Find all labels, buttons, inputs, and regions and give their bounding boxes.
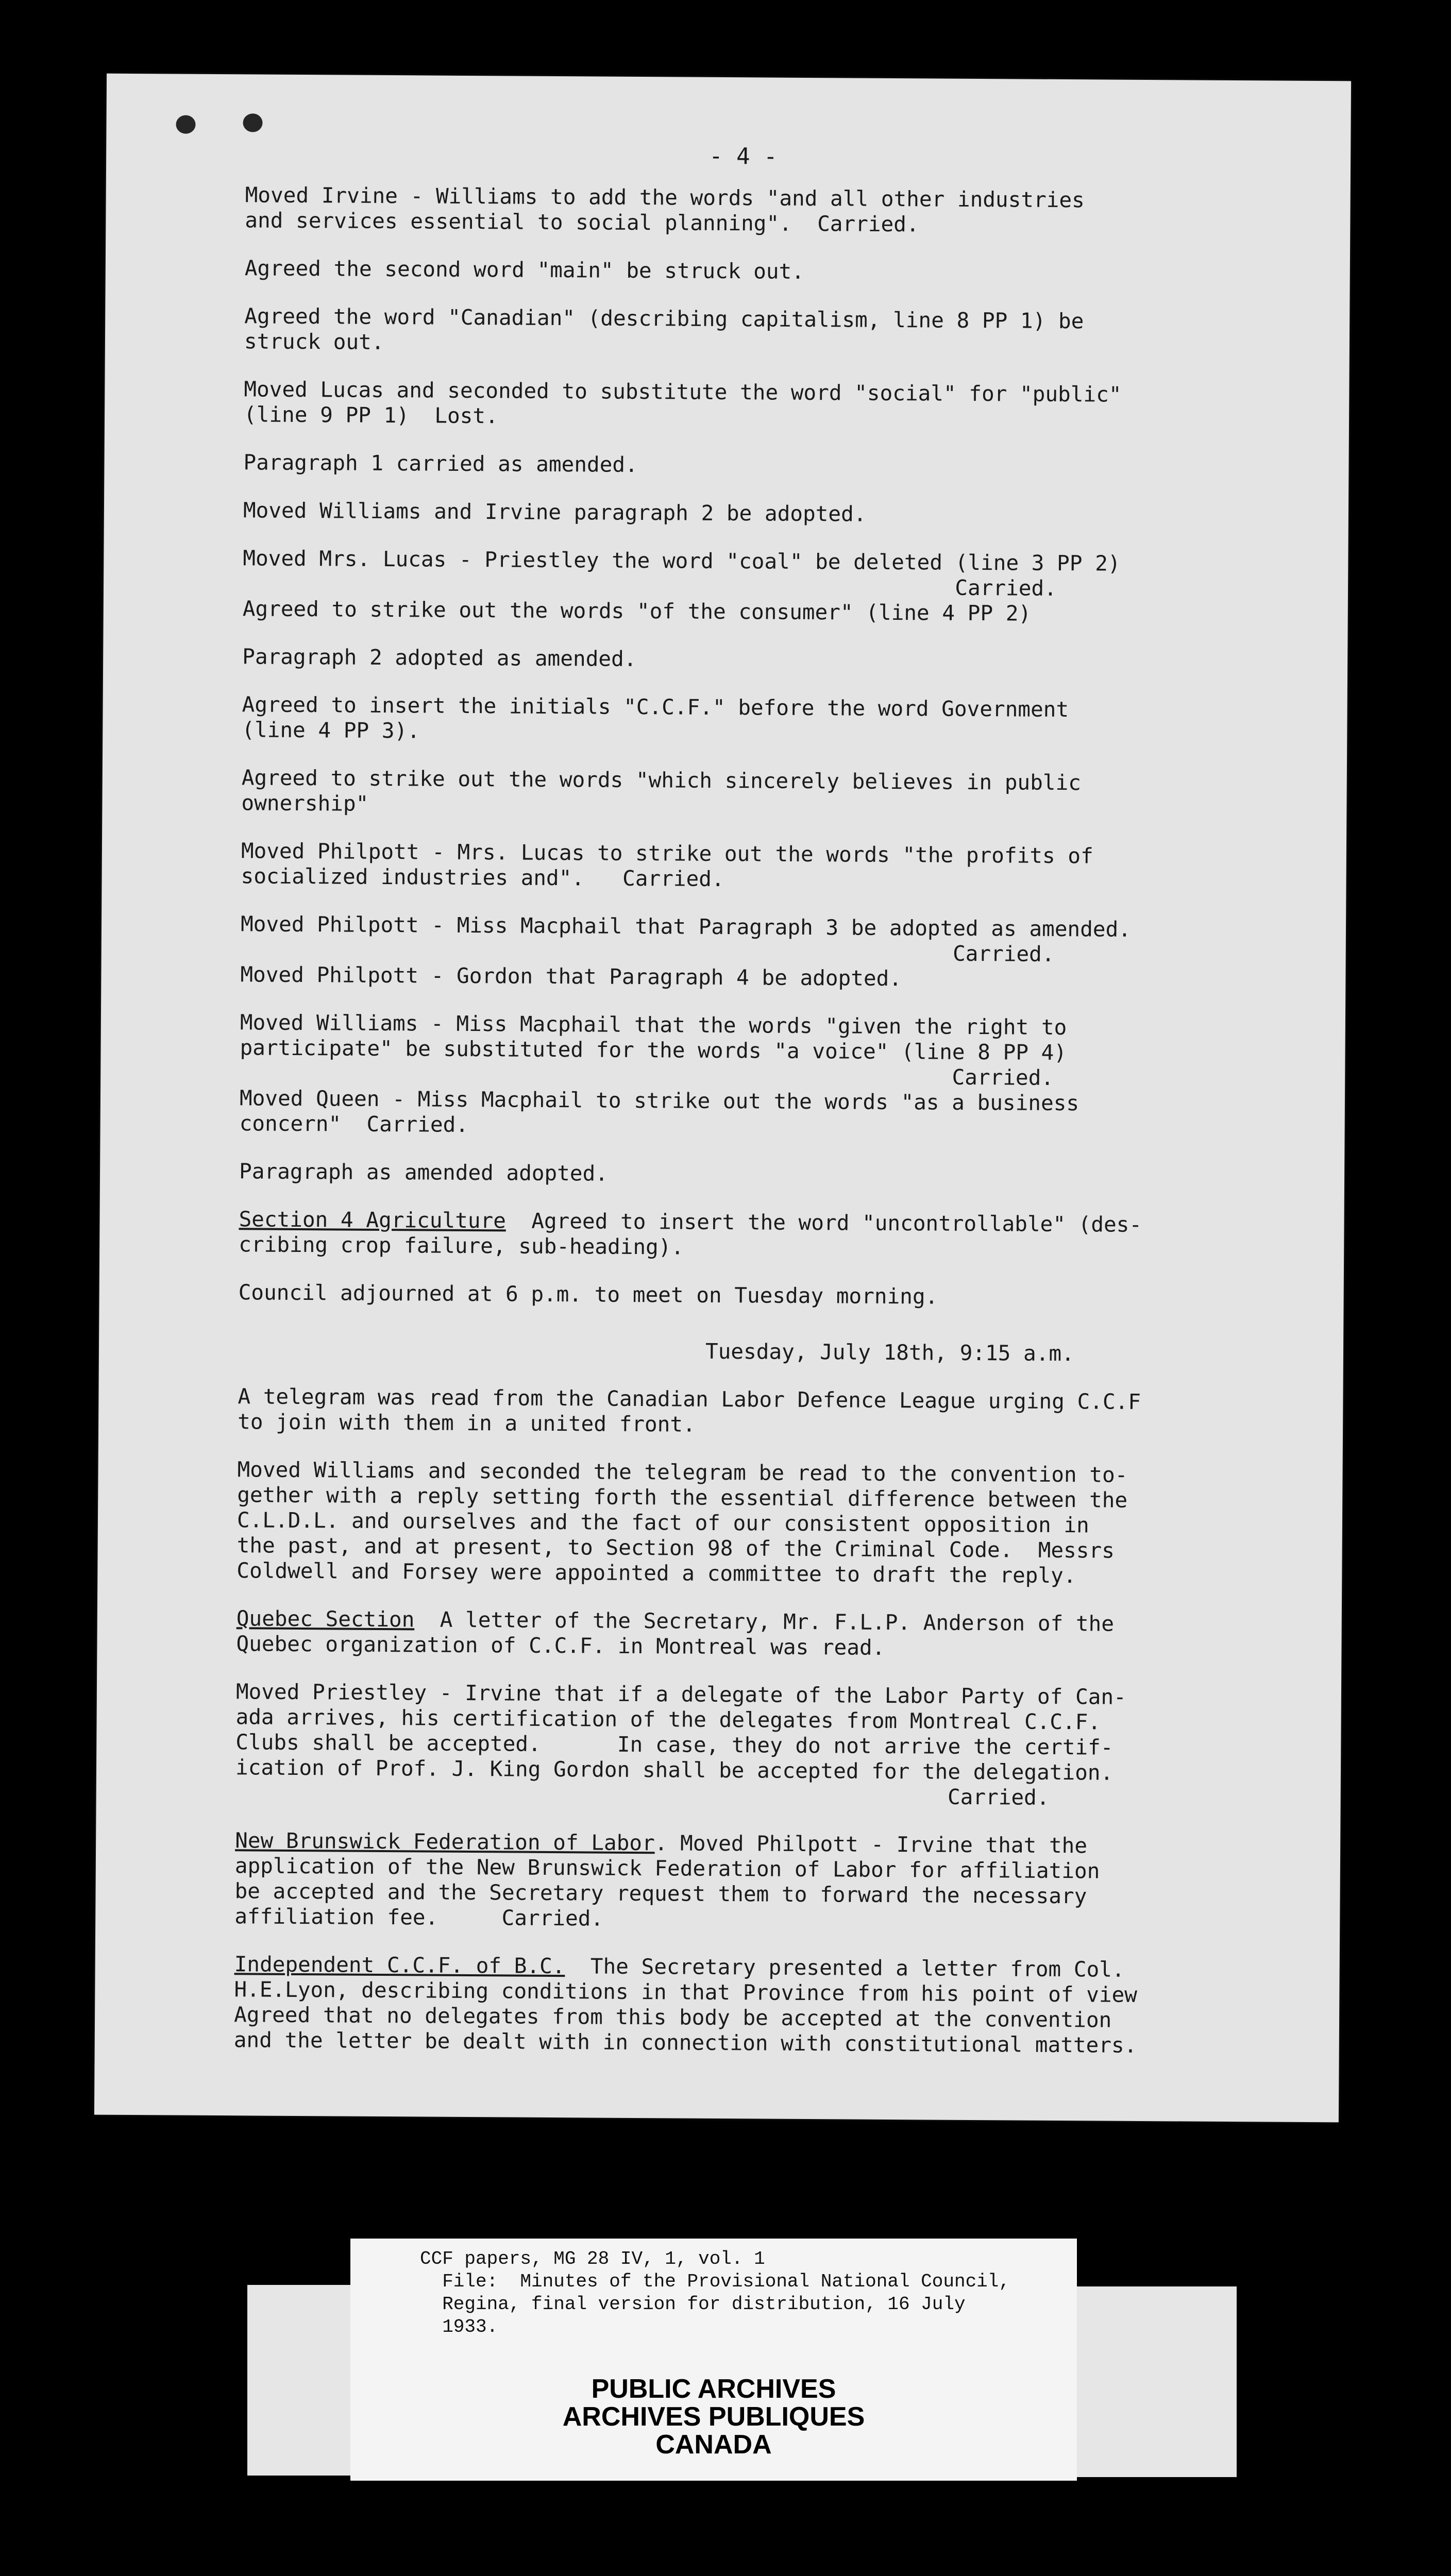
paragraph-text: . Moved Philpott - Irvine that the application of the New Brunswick Federation of Labor for affiliation be accepted and the Secretary request them to forward the necessary affiliation fee. Carried. <box>234 1831 1100 1931</box>
section-heading: Quebec Section <box>236 1606 415 1632</box>
minutes-paragraph <box>244 377 1290 433</box>
paragraph-text: Agreed to strike out the words "which sincerely believes in public ownership" <box>241 765 1082 816</box>
minutes-paragraph <box>243 546 1289 628</box>
archives-line: PUBLIC ARCHIVES <box>591 2374 836 2404</box>
page-number: - 4 - <box>709 143 778 170</box>
punch-hole <box>243 113 262 132</box>
paragraph-text: Agreed the word "Canadian" (describing capitalism, line 8 PP 1) be struck out. <box>244 303 1084 354</box>
paragraph-text: Moved Lucas and seconded to substitute the word "social" for "public" (line 9 PP 1) Lost. <box>243 377 1122 429</box>
paragraph-text: A telegram was read from the Canadian Labor Defence League urging C.C.F to join with them in a united front. <box>237 1384 1141 1437</box>
section-heading: Section 4 Agriculture <box>239 1207 507 1233</box>
archive-label <box>350 2239 1077 2481</box>
section-heading: Independent C.C.F. of B.C. <box>234 1952 565 1979</box>
paragraph-text: Moved Mrs. Lucas - Priestley the word "coal" be deleted (line 3 PP 2) Carried. Agreed to strike out the words "of the consumer" (line 4 PP 2) <box>242 546 1121 626</box>
minutes-paragraph <box>236 1606 1283 1663</box>
minutes-paragraph <box>238 1384 1284 1440</box>
minutes-paragraph <box>242 644 1288 675</box>
section-heading: New Brunswick Federation of Labor <box>235 1828 655 1856</box>
archives-name <box>350 2375 1077 2459</box>
paragraph-text: Agreed to insert the initials "C.C.F." before the word Government (line 4 PP 3). <box>242 692 1069 743</box>
paragraph-text: Paragraph as amended adopted. <box>239 1159 609 1186</box>
paragraph-text: Paragraph 1 carried as amended. <box>243 450 638 477</box>
paragraph-text: A letter of the Secretary, Mr. F.L.P. Anderson of the Quebec organization of C.C.F. in Montreal was read. <box>236 1607 1115 1660</box>
minutes-paragraph <box>243 498 1289 529</box>
minutes-paragraph <box>235 1679 1282 1811</box>
minutes-paragraph <box>239 1159 1285 1190</box>
minutes-text <box>233 182 1291 2081</box>
paragraph-text: Moved Williams and seconded the telegram be read to the convention to- gether with a reply setting forth the essential difference between the C.L.D.L. and ourselves and the fact of our consistent opposition in the past, and at present, to Section 98 of the Criminal Code. Messrs Coldwell and Forsey were appointed a committee to draft the reply. <box>237 1457 1128 1588</box>
paragraph-text: Moved Philpott - Miss Macphail that Paragraph 3 be adopted as amended. Carried. Moved Philpott - Gordon that Paragraph 4 be adopted. <box>240 911 1132 991</box>
paragraph-text: Moved Williams and Irvine paragraph 2 be adopted. <box>243 498 867 527</box>
paragraph-text: Moved Priestley - Irvine that if a delegate of the Labor Party of Can- ada arrives, his certification of the delegates from Montreal C.C.F. Clubs shall be accepted. In case, they do not arrive the certif- ication of Prof. J. King Gordon shall be accepted for the delegation. Carried. <box>235 1679 1126 1810</box>
paragraph-text: Agreed to insert the word "uncontrollable" (des- cribing crop failure, sub-heading). <box>239 1208 1142 1260</box>
minutes-paragraph <box>239 1207 1285 1263</box>
minutes-paragraph <box>234 1952 1280 2059</box>
paragraph-text: Moved Williams - Miss Macphail that the words "given the right to participate" be substituted for the words "a voice" (line 8 PP 4) Carried. Moved Queen - Miss Macphail to strike out the words "as a business concern" Carried. <box>239 1010 1079 1137</box>
archive-citation: CCF papers, MG 28 IV, 1, vol. 1 File: Minutes of the Provisional National Council, Regina, final version for distribution, 16 July 1933. <box>420 2248 1010 2337</box>
meeting-date-line: Tuesday, July 18th, 9:15 a.m. <box>705 1338 1074 1366</box>
paragraph-text: Council adjourned at 6 p.m. to meet on Tuesday morning. <box>238 1280 938 1309</box>
minutes-paragraph <box>245 256 1291 287</box>
minutes-paragraph <box>244 303 1291 360</box>
paragraph-text: Agreed the second word "main" be struck out. <box>244 256 805 284</box>
paragraph-text: The Secretary presented a letter from Col. H.E.Lyon, describing conditions in that Province from his point of view Agreed that no delegates from this body be accepted at the convention and the letter be dealt with in connection with constitutional matters. <box>233 1954 1138 2058</box>
minutes-paragraph <box>243 450 1289 481</box>
minutes-paragraph <box>245 182 1291 239</box>
minutes-paragraph <box>237 1457 1283 1589</box>
paragraph-text: Moved Irvine - Williams to add the words "and all other industries and services essential to social planning". Carried. <box>245 182 1085 237</box>
punch-hole <box>176 115 195 133</box>
minutes-paragraph <box>240 1010 1286 1142</box>
paragraph-text: Moved Philpott - Mrs. Lucas to strike out the words "the profits of socialized industries and". Carried. <box>241 838 1093 892</box>
document-page <box>94 74 1351 2123</box>
minutes-paragraph <box>242 692 1288 749</box>
minutes-paragraph <box>240 911 1287 993</box>
label-backing-strip <box>1077 2286 1237 2477</box>
archives-line: ARCHIVES PUBLIQUES <box>562 2402 865 2432</box>
label-backing-strip <box>247 2285 356 2476</box>
minutes-paragraph <box>239 1280 1285 1311</box>
paragraph-text: Paragraph 2 adopted as amended. <box>242 644 637 671</box>
minutes-paragraph <box>241 838 1287 895</box>
minutes-paragraph <box>234 1828 1281 1935</box>
minutes-paragraph <box>241 765 1288 822</box>
archives-line: CANADA <box>655 2430 772 2460</box>
